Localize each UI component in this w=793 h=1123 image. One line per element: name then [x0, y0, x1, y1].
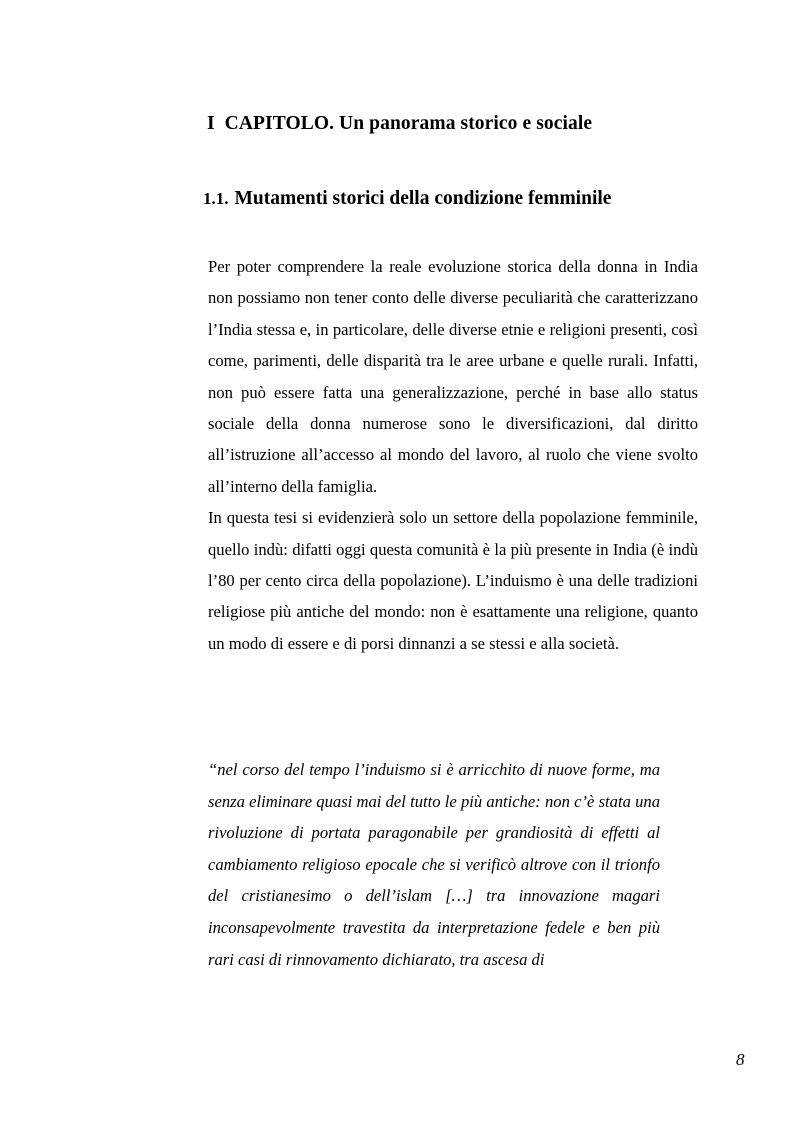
- chapter-title: I CAPITOLO. Un panorama storico e sociale: [207, 113, 593, 134]
- paragraph: In questa tesi si evidenzierà solo un settore della popolazione femminile, quello indù: difatti oggi questa comunità è la più presente in India (è indù l’80 per cento circa della popolazione). L’induismo è una delle tradizioni religiose più antiche del mondo: non è esattamente una religione, quanto un modo di essere e di porsi dinnanzi a se stessi e alla società.: [208, 508, 698, 653]
- section-title: [203, 184, 611, 211]
- block-quote: “nel corso del tempo l’induismo si è arricchito di nuove forme, ma senza eliminare quasi mai del tutto le più antiche: non c’è stata una rivoluzione di portata paragonabile per grandiosità di effetti al cambiamento religioso epocale che si verificò altrove con il trionfo del cristianesimo o dell’islam […] tra innovazione magari inconsapevolmente travestita da interpretazione fedele e ben più rari casi di rinnovamento dichiarato, tra ascesa di: [208, 760, 660, 969]
- page-number: 8: [736, 1050, 745, 1069]
- section-heading: Mutamenti storici della condizione femminile: [234, 188, 612, 209]
- section-number: 1.1.: [203, 189, 229, 208]
- paragraph: Per poter comprendere la reale evoluzione storica della donna in India non possiamo non tener conto delle diverse peculiarità che caratterizzano l’India stessa e, in particolare, delle diverse etnie e religioni presenti, così come, parimenti, delle disparità tra le aree urbane e quelle rurali. Infatti, non può essere fatta una generalizzazione, perché in base allo status sociale della donna numerose sono le diversificazioni, dal diritto all’istruzione all’accesso al mondo del lavoro, al ruolo che viene svolto all’interno della famiglia.: [208, 257, 698, 496]
- body-text: [208, 251, 698, 659]
